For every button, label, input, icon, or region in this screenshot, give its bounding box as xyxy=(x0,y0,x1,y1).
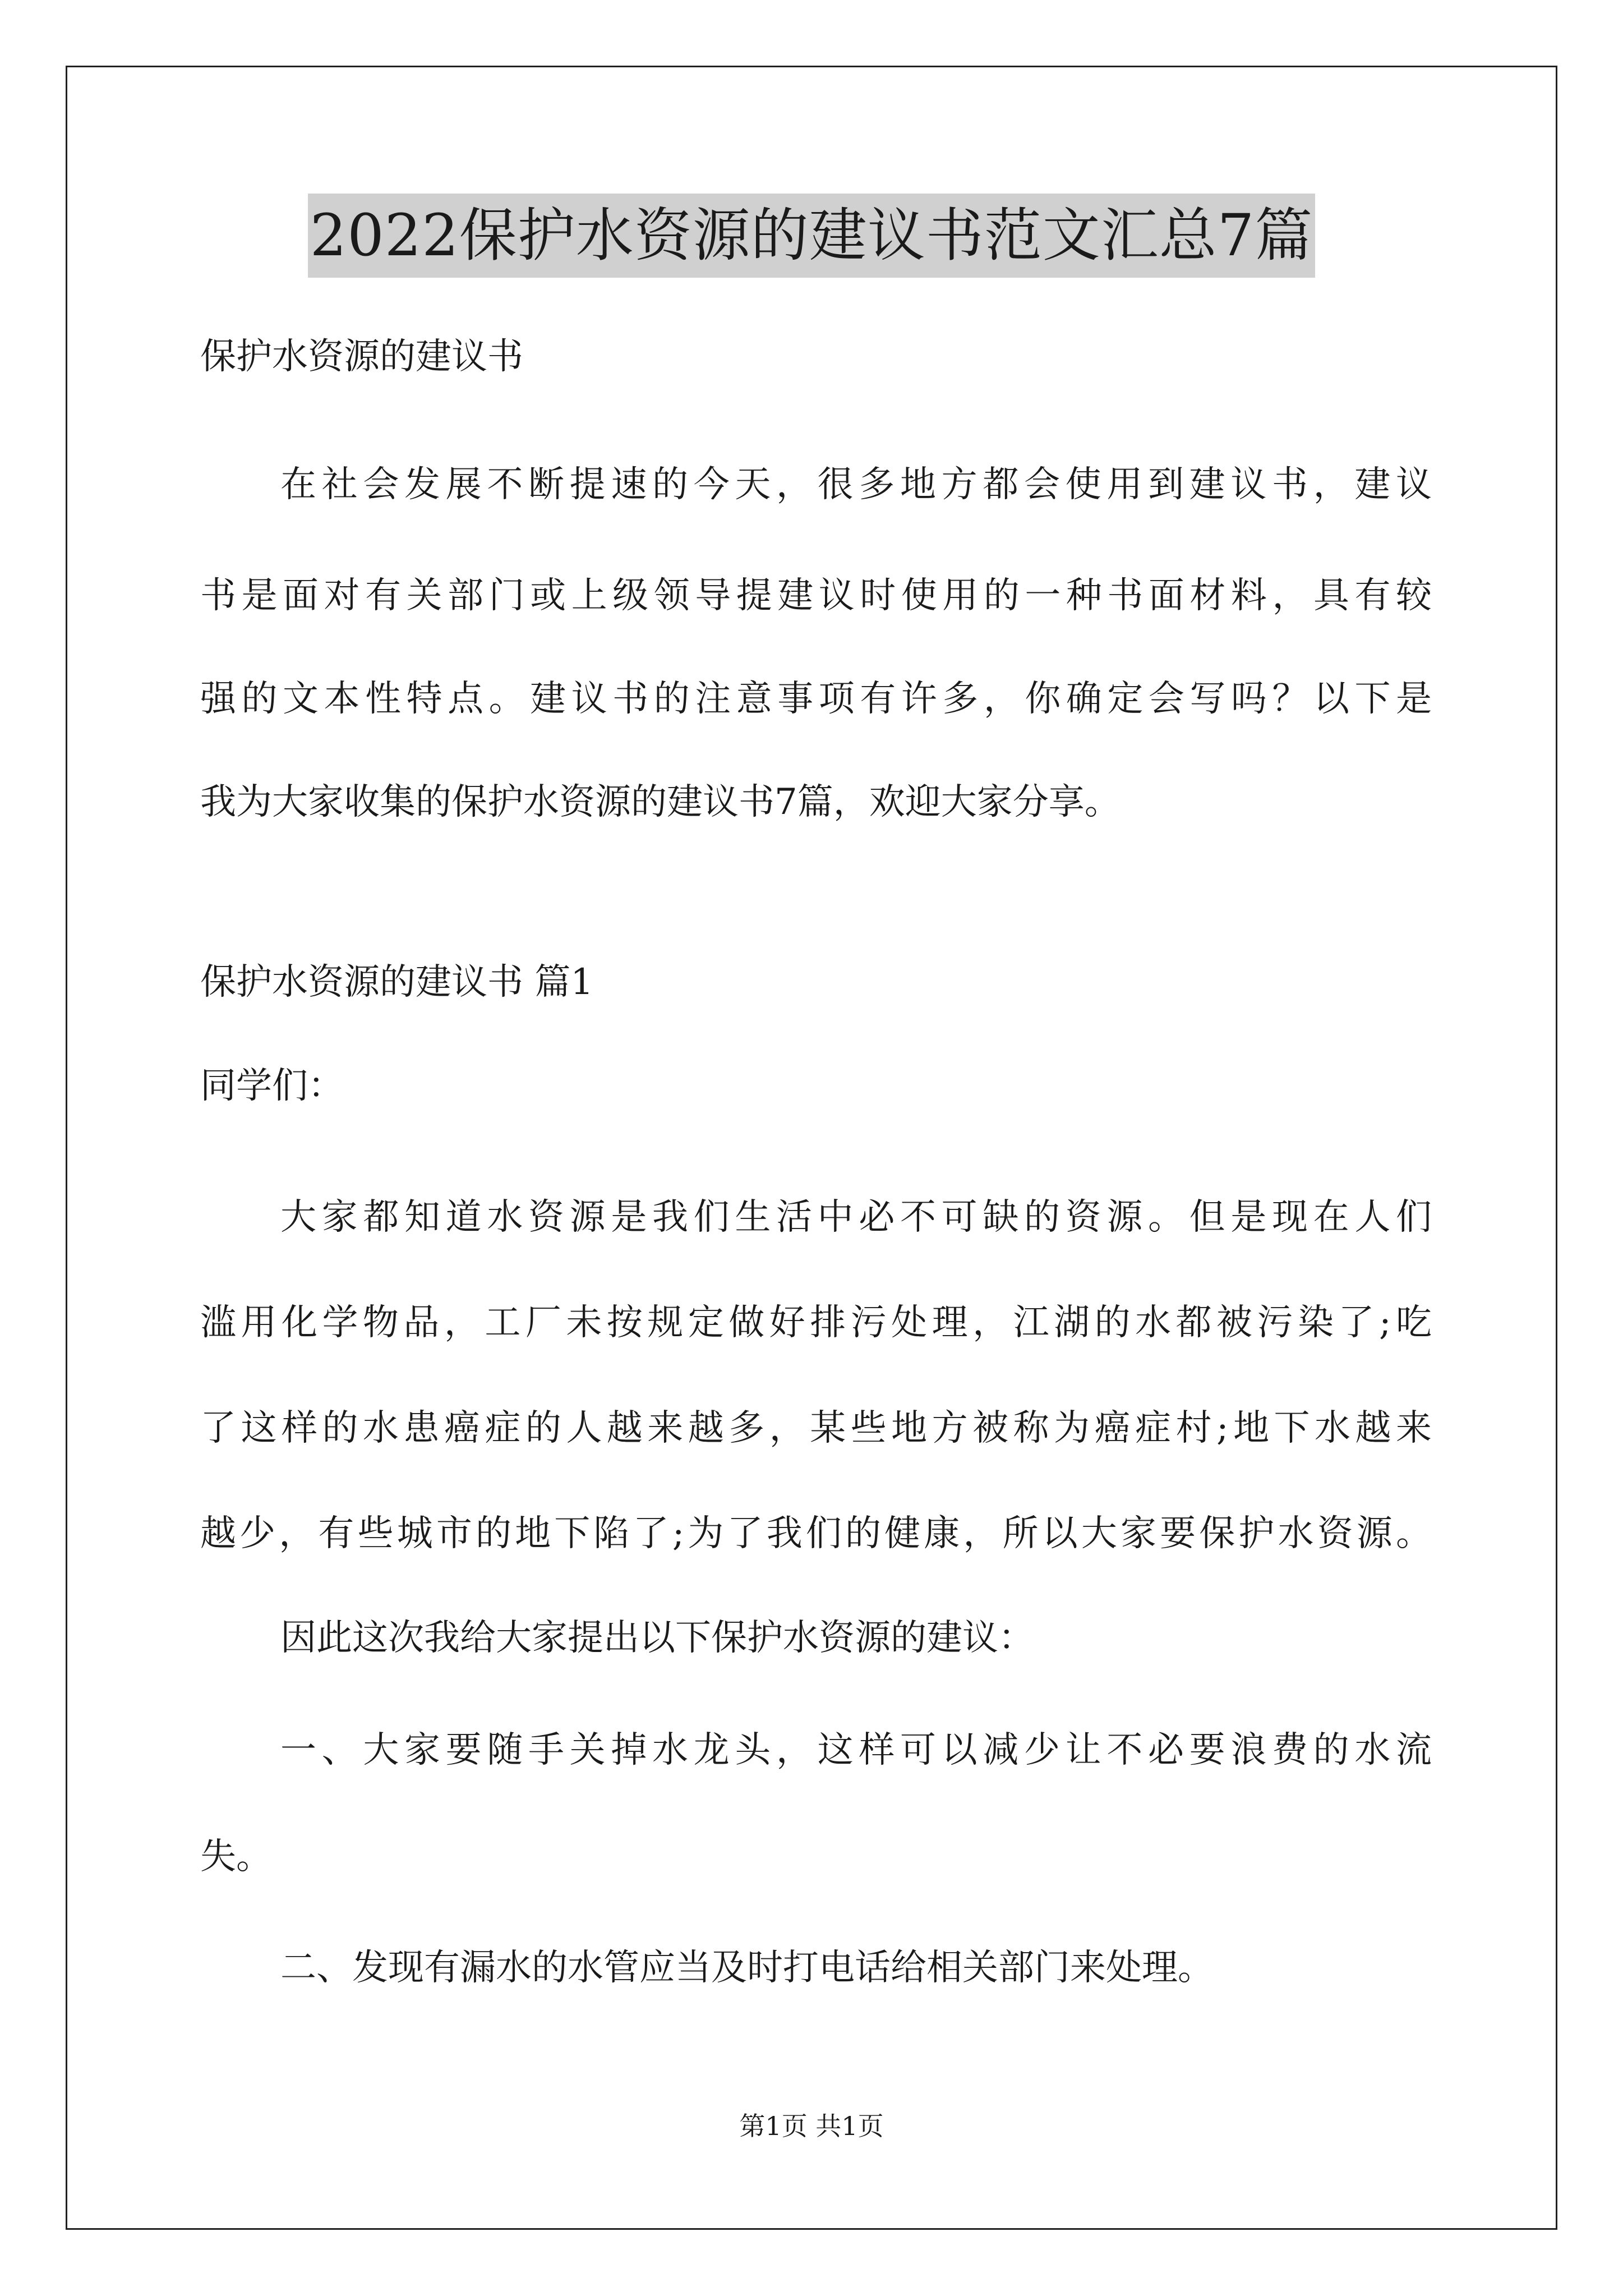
intro-paragraph-line-3: 强的文本性特点。建议书的注意事项有许多，你确定会写吗？以下是 xyxy=(200,678,1432,720)
section-heading: 保护水资源的建议书 xyxy=(200,336,523,378)
page-border xyxy=(66,66,1557,2230)
body-paragraph-1-line-3: 了这样的水患癌症的人越来越多，某些地方被称为癌症村;地下水越来 xyxy=(200,1407,1432,1449)
intro-paragraph-line-2: 书是面对有关部门或上级领导提建议时使用的一种书面材料，具有较 xyxy=(200,575,1432,616)
article-1-heading: 保护水资源的建议书 篇1 xyxy=(200,961,594,1003)
body-paragraph-2: 因此这次我给大家提出以下保护水资源的建议： xyxy=(280,1617,1034,1659)
title-wrap xyxy=(0,194,1623,278)
intro-paragraph-line-4: 我为大家收集的保护水资源的建议书7篇，欢迎大家分享。 xyxy=(200,781,1121,823)
suggestion-1-line-1: 一、大家要随手关掉水龙头，这样可以减少让不必要浪费的水流 xyxy=(280,1729,1432,1771)
body-paragraph-1-line-2: 滥用化学物品，工厂未按规定做好排污处理，江湖的水都被污染了;吃 xyxy=(200,1302,1432,1343)
body-paragraph-1-line-1: 大家都知道水资源是我们生活中必不可缺的资源。但是现在人们 xyxy=(280,1197,1432,1238)
suggestion-1-line-2: 失。 xyxy=(200,1836,272,1878)
page-footer: 第1页 共1页 xyxy=(739,2111,884,2141)
document-title: 2022保护水资源的建议书范文汇总7篇 xyxy=(308,194,1316,278)
body-paragraph-1-line-4: 越少，有些城市的地下陷了;为了我们的健康，所以大家要保护水资源。 xyxy=(200,1513,1432,1554)
salutation: 同学们： xyxy=(200,1065,344,1107)
intro-paragraph-line-1: 在社会发展不断提速的今天，很多地方都会使用到建议书，建议 xyxy=(280,464,1432,505)
suggestion-2: 二、发现有漏水的水管应当及时打电话给相关部门来处理。 xyxy=(280,1947,1214,1989)
